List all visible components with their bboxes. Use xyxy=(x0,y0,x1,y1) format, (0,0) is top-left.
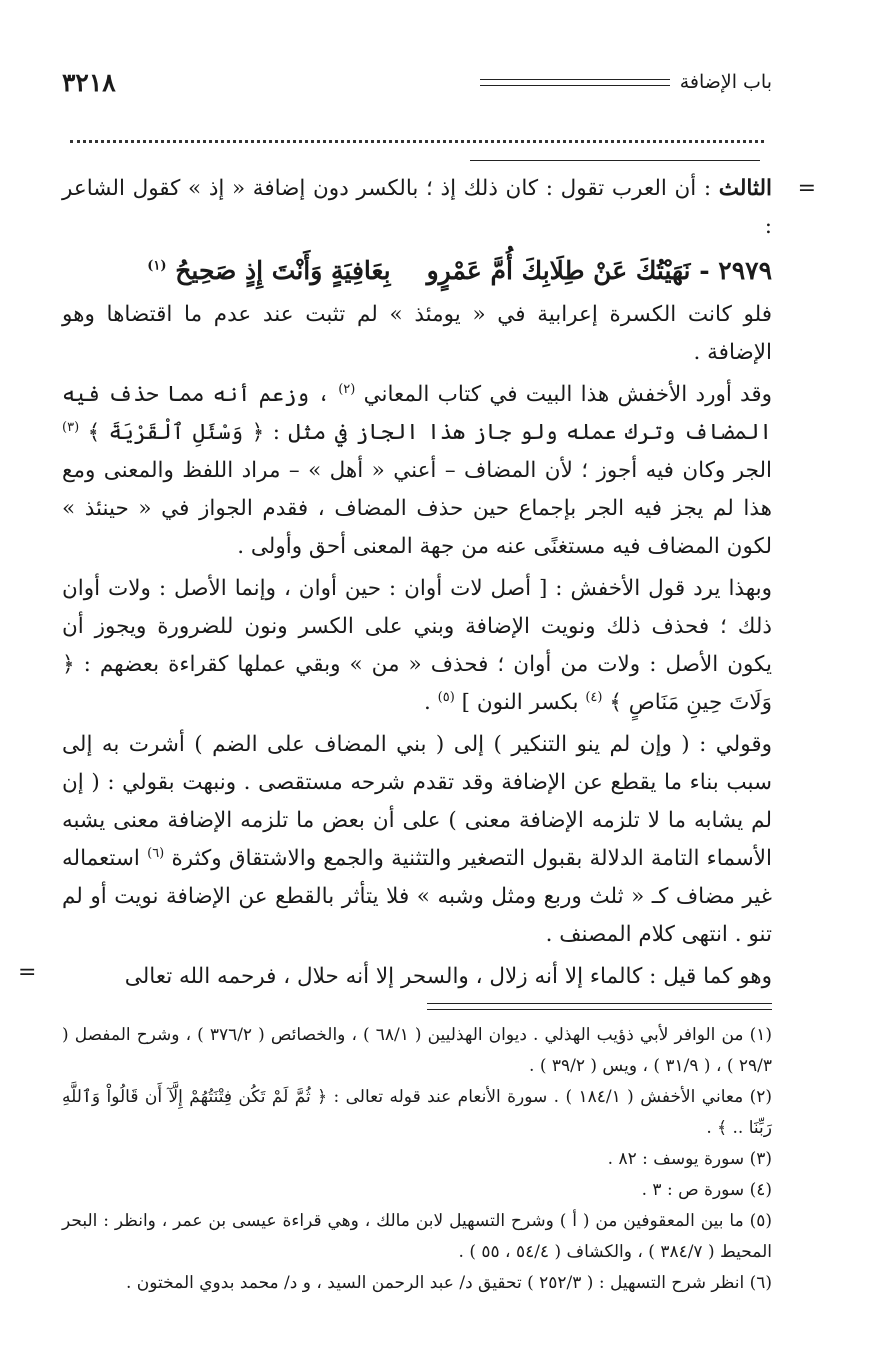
continuation-mark-end: = xyxy=(18,960,37,985)
continuation-rule xyxy=(470,160,760,161)
paragraph-closing: وهو كما قيل : كالماء إلا أنه زلال ، والسحر إلا أنه حلال ، فرحمه الله تعالى xyxy=(124,964,772,989)
poem-verse xyxy=(62,248,772,294)
header-title-group xyxy=(480,71,772,93)
footnote-rule xyxy=(427,1003,772,1010)
paragraph-text: : أن العرب تقول : كان ذلك إذ ؛ بالكسر دون إضافة « إذ » كقول الشاعر : xyxy=(62,176,772,239)
footnote-ref: (١) xyxy=(147,258,167,274)
book-page xyxy=(18,0,816,1355)
chapter-title: باب الإضافة xyxy=(679,71,772,93)
footnote-ref: (٤) xyxy=(585,689,603,705)
point-label: الثالث xyxy=(718,176,772,201)
page-number: ٣٢١٨ xyxy=(62,67,116,97)
footnote-ref: (٣) xyxy=(62,419,80,435)
verse-first-hemistich: ٢٩٧٩ - نَهَيْتُكَ عَنْ طِلَابِكَ أُمَّ عَمْرٍو xyxy=(426,256,772,285)
header-rule xyxy=(480,79,670,86)
dotted-separator xyxy=(70,140,764,143)
continuation-mark-start: = xyxy=(797,176,816,201)
footnote-5: (٥) ما بين المعقوفين من ( أ ) وشرح التسهيل لابن مالك ، وهي قراءة عيسى بن عمر ، وانظر : البحر المحيط ( ٣٨٤/٧ ) ، والكشاف ( ٥٤/٤ ، ٥٥ ) . xyxy=(62,1211,772,1262)
paragraph-qawli: وقولي : ( وإن لم ينو التنكير ) إلى ( بني المضاف على الضم ) أشرت به إلى سبب بناء ما يقطع عن الإضافة وقد تقدم شرحه مستقصى . ونبهت بقولي : ( إن لم يشابه ما لا تلزمه الإضافة معنى ) على أن بعض ما تلزمه الإضافة معنى يشبه الأسماء التامة الدلالة بقبول التصغير والتثنية والجمع والاشتقاق وكثرة $^{(٦)}$ استعماله غير مضاف كـ « ثلث وربع ومثل وشبه » فلا يتأثر بالقطع عن الإضافة نويت أو لم تنو . انتهى كلام المصنف . xyxy=(62,732,773,947)
footnote-ref: (٦) xyxy=(147,845,165,861)
footnote-ref: (٥) xyxy=(437,689,455,705)
footnote-ref: (٢) xyxy=(338,381,356,397)
paragraph-akhfash: وقد أورد الأخفش هذا البيت في كتاب المعاني $^{(٢)}$ ، وزعم أنه مما حذف فيه المضاف وترك عمله ولو جاز هذا الجاز في مثل : ﴿ وَسْئَلِ ٱلْقَرْيَةَ ﴾ $^{(٣)}$ الجر وكان فيه أجوز ؛ لأن المضاف – أعني « أهل » – مراد اللفظ والمعنى ومع هذا لم يجز فيه الجر بإجماع حين حذف المضاف ، فقدم الجواز في « حينئذ » لكون المضاف فيه مستغنًى عنه من جهة المعنى أحق وأولى . xyxy=(62,381,772,559)
footnote-3: (٣) سورة يوسف : ٨٢ . xyxy=(607,1149,772,1169)
main-text xyxy=(62,170,772,996)
page-header xyxy=(62,62,772,102)
verse-second-hemistich: بِعَافِيَةٍ وَأَنْتَ إِذٍ صَحِيحُ $^{(١)}$ xyxy=(147,256,391,285)
footnote-4: (٤) سورة ص : ٣ . xyxy=(641,1180,772,1200)
paragraph-kasra: فلو كانت الكسرة إعرابية في « يومئذ » لم تثبت عند عدم ما اقتضاها وهو الإضافة . xyxy=(62,302,772,365)
footnote-6: (٦) انظر شرح التسهيل : ( ٢٥٢/٣ ) تحقيق د/ عبد الرحمن السيد ، و د/ محمد بدوي المختون . xyxy=(125,1273,772,1293)
paragraph-third-point xyxy=(62,170,772,246)
paragraph-lata: وبهذا يرد قول الأخفش : [ أصل لات أوان : حين أوان ، وإنما الأصل : ولات أوان ذلك ؛ فحذف ذلك ونويت الإضافة وبني على الكسر ونون للضرورة ويجوز أن يكون الأصل : ولات من أوان ؛ فحذف « من » وبقي عملها كقراءة بعضهم : ﴿ وَلَاتَ حِينِ مَنَاصٍ ﴾ $^{(٤)}$ بكسر النون ] $^{(٥)}$ . xyxy=(62,576,772,715)
footnote-1: (١) من الوافر لأبي ذؤيب الهذلي . ديوان الهذليين ( ٦٨/١ ) ، والخصائص ( ٣٧٦/٢ ) ، وشرح المفصل ( ٢٩/٣ ) ، ( ٣١/٩ ) ، ويس ( ٣٩/٢ ) . xyxy=(62,1025,772,1076)
verse-number: ٢٩٧٩ - xyxy=(699,256,772,285)
footnote-2: (٢) معاني الأخفش ( ١٨٤/١ ) . سورة الأنعام عند قوله تعالى : ﴿ ثُمَّ لَمْ تَكُن فِتْنَتُهُمْ إِلَّآ أَن قَالُواْ وَٱللَّهِ رَبِّنَا .. ﴾ . xyxy=(62,1087,773,1138)
footnotes xyxy=(62,1020,772,1299)
